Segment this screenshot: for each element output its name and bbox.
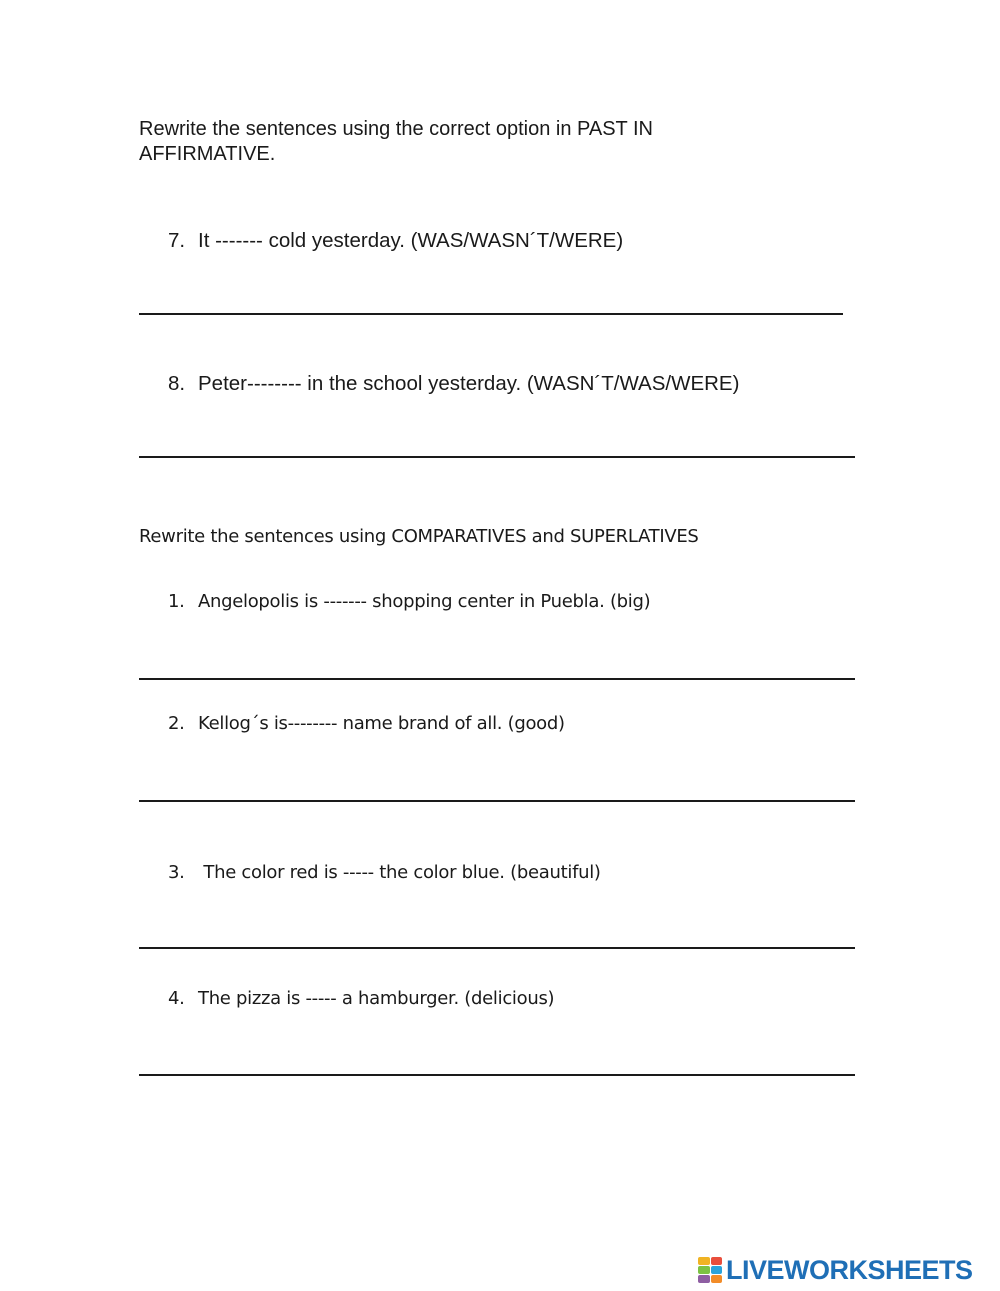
instruction-comparatives: Rewrite the sentences using COMPARATIVES and SUPERLATIVES [139, 526, 699, 547]
question-1 [168, 590, 650, 614]
logo-block [698, 1266, 710, 1274]
question-number: 2. [168, 713, 185, 734]
question-number: 4. [168, 988, 185, 1009]
logo-block [711, 1257, 723, 1265]
question-number: 8. [168, 372, 186, 395]
question-4 [168, 987, 554, 1011]
logo-block [711, 1266, 723, 1274]
question-number: 3. [168, 862, 185, 883]
question-7 [168, 229, 623, 253]
logo-text: LIVEWORKSHEETS [726, 1255, 973, 1285]
liveworksheets-logo [698, 1254, 973, 1286]
question-number: 7. [168, 229, 186, 252]
logo-blocks-icon [698, 1257, 722, 1283]
question-text: Angelopolis is ------- shopping center in Puebla. (big) [198, 591, 651, 612]
answer-line-7[interactable] [139, 313, 843, 315]
answer-line-8[interactable] [139, 456, 855, 458]
logo-block [711, 1275, 723, 1283]
logo-block [698, 1257, 710, 1265]
answer-line-2[interactable] [139, 800, 855, 802]
question-text: The pizza is ----- a hamburger. (delicious) [198, 988, 555, 1009]
answer-line-3[interactable] [139, 947, 855, 949]
question-text: The color red is ----- the color blue. (beautiful) [198, 862, 601, 883]
answer-line-4[interactable] [139, 1074, 855, 1076]
question-number: 1. [168, 591, 185, 612]
question-3 [168, 861, 601, 885]
question-2 [168, 712, 565, 736]
question-text: Kellog´s is-------- name brand of all. (good) [198, 713, 565, 734]
answer-line-1[interactable] [139, 678, 855, 680]
question-text: It ------- cold yesterday. (WAS/WASN´T/WERE) [198, 229, 624, 252]
question-text: Peter-------- in the school yesterday. (WASN´T/WAS/WERE) [198, 372, 740, 395]
logo-block [698, 1275, 710, 1283]
instruction-past-affirmative: Rewrite the sentences using the correct option in PAST IN AFFIRMATIVE. [139, 118, 653, 165]
question-8 [168, 372, 739, 396]
